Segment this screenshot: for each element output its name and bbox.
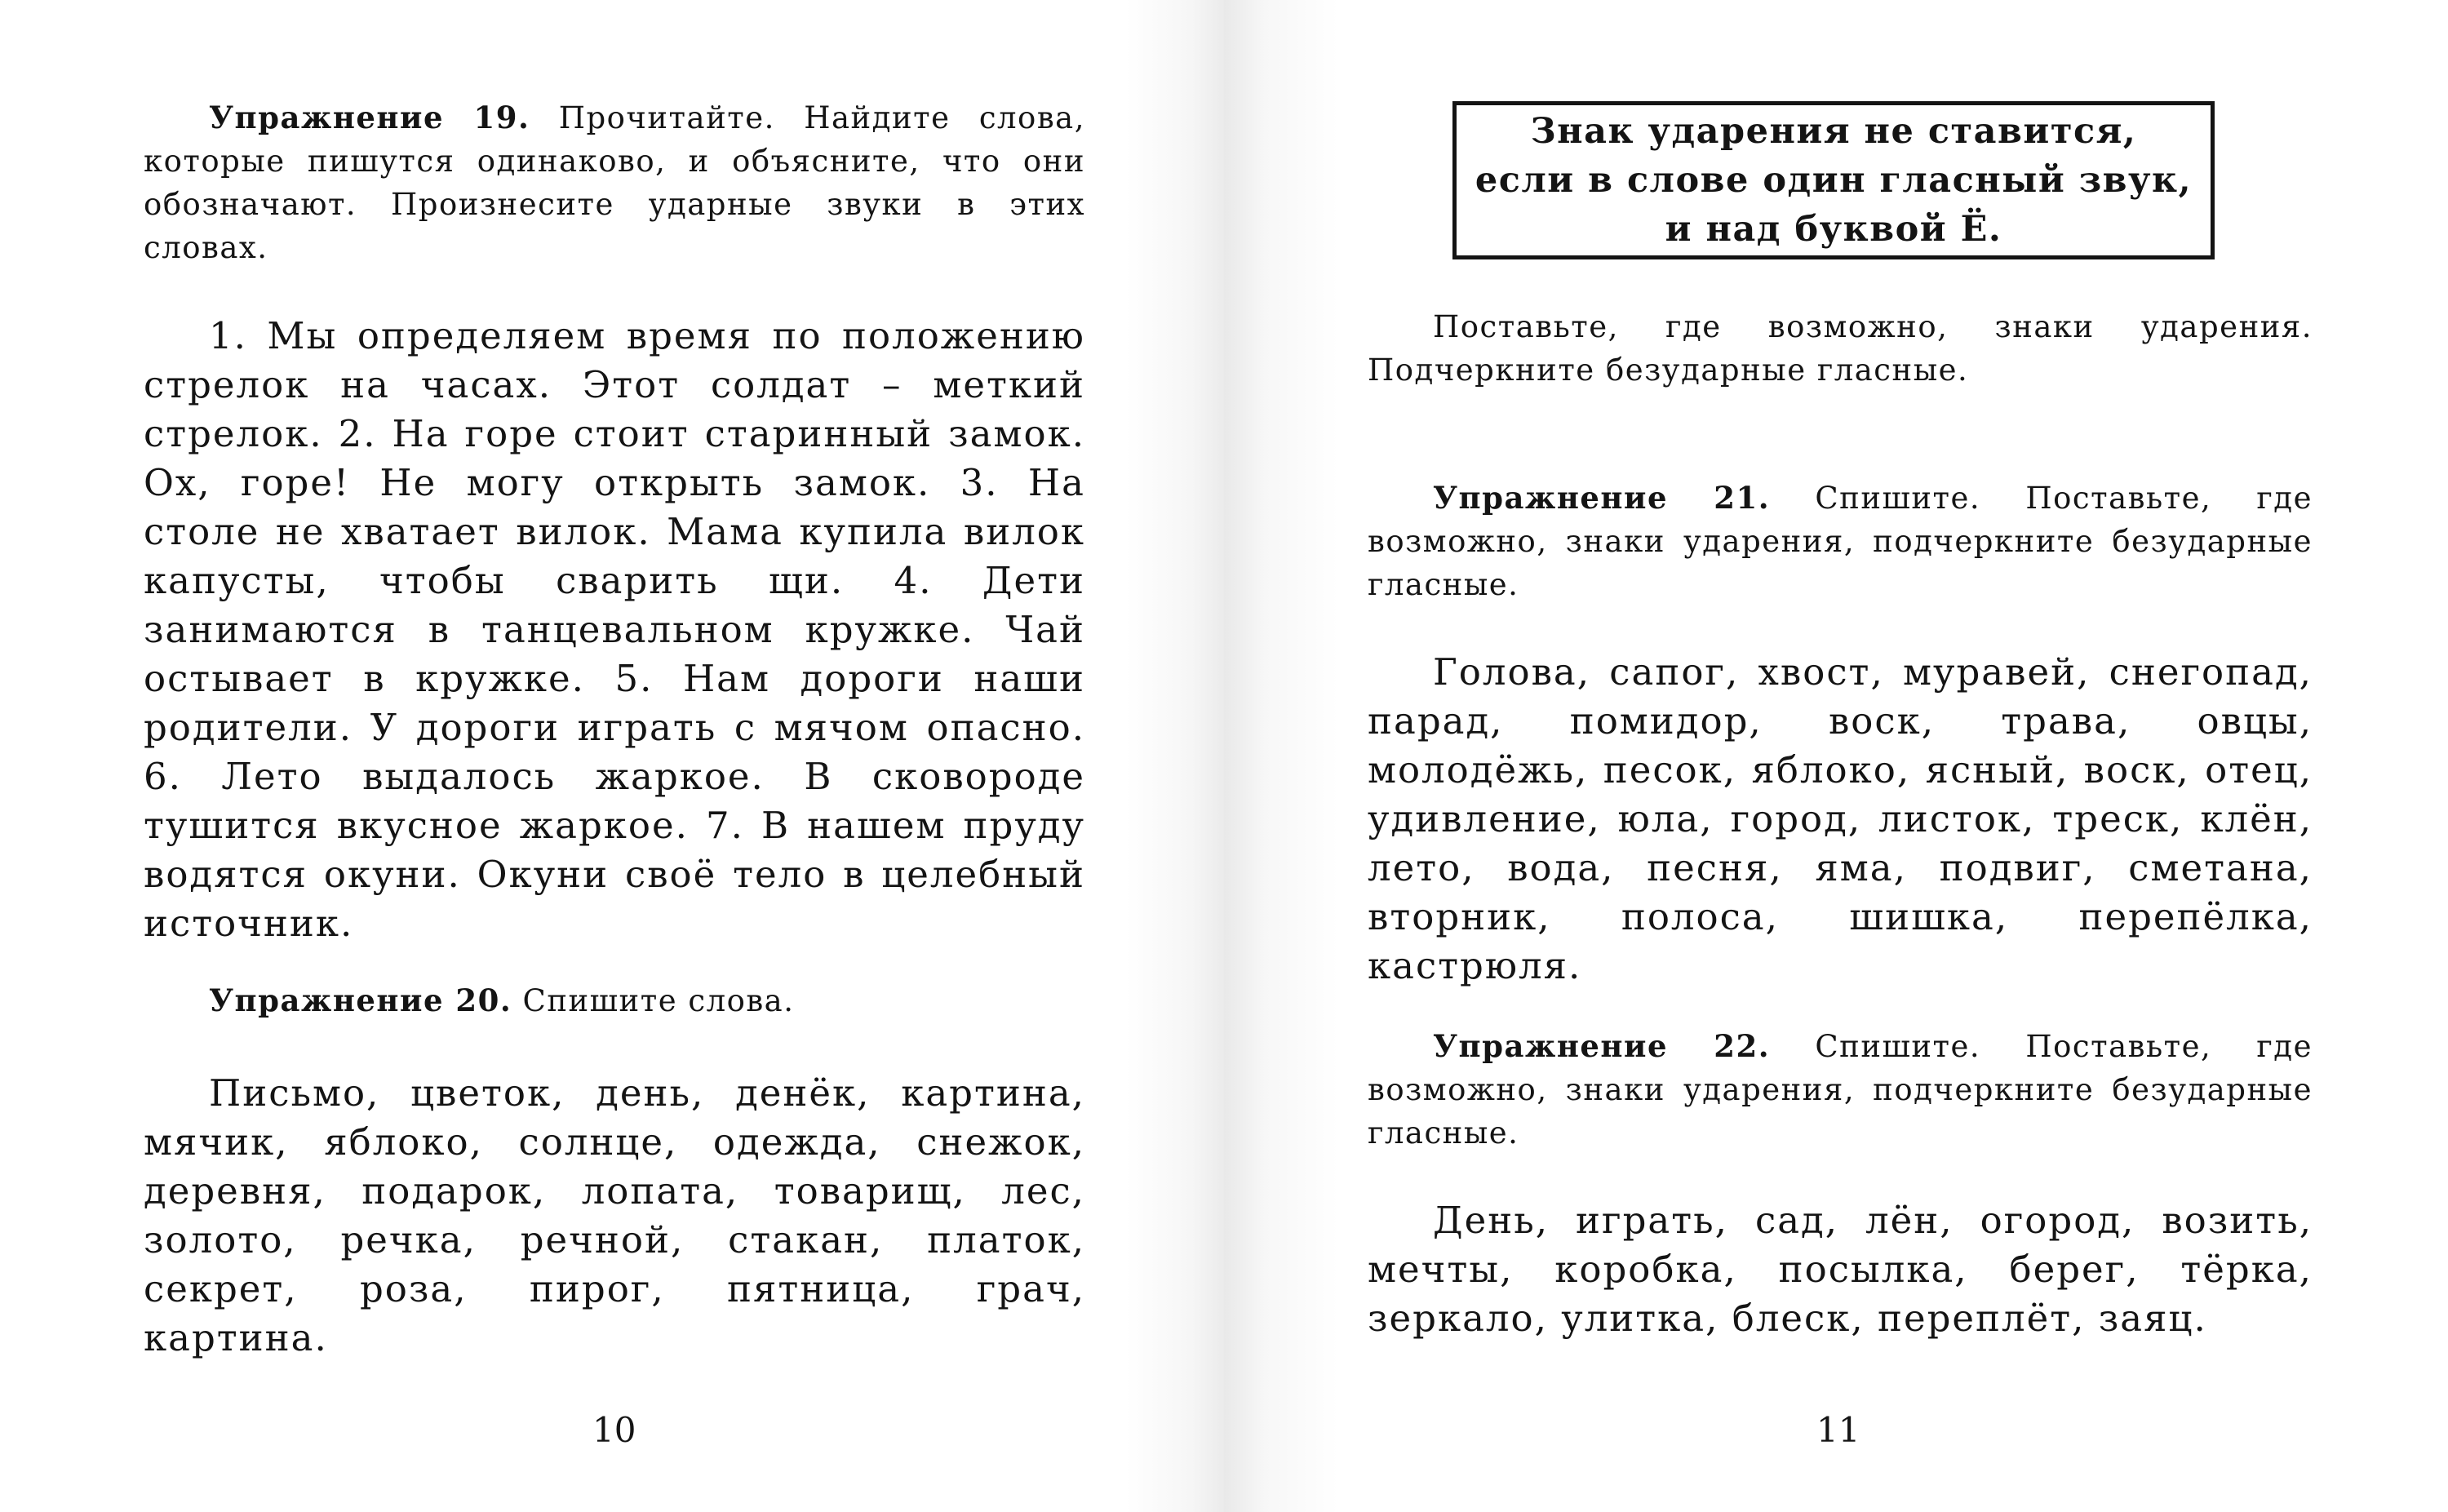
right-page	[1224, 0, 2448, 1512]
exercise-20-text	[144, 1069, 1085, 1363]
rule-box	[1452, 101, 2215, 259]
page-number-left: 10	[592, 1410, 636, 1450]
rule-task	[1368, 305, 2313, 392]
exercise-22-header	[1368, 1025, 2313, 1155]
exercise-20-header	[144, 979, 1085, 1022]
exercise-19-title: Упражнение 19.	[209, 100, 530, 135]
exercise-20-instruction: Спишите слова.	[522, 983, 795, 1018]
exercise-21-title: Упражнение 21.	[1433, 480, 1771, 516]
exercise-21-header	[1368, 477, 2313, 606]
exercise-21-instruction: Спишите. Поставьте, где возможно, знаки ударения, подчеркните безударные гласные.	[1368, 481, 2313, 602]
exercise-21-words: Голова, сапог, хвост, муравей, снегопад, парад, помидор, воск, трава, овцы, молодёжь, песок, яблоко, ясный, воск, отец, удивление, юла, город, листок, треск, клён, лето, вода, песня, яма, подвиг, сметана, вторник, полоса, шишка, перепёлка, кастрюля.	[1368, 650, 2313, 987]
exercise-22-words: День, играть, сад, лён, огород, возить, мечты, коробка, посылка, берег, тёрка, зеркало, улитка, блеск, переплёт, заяц.	[1368, 1199, 2313, 1340]
rule-task-text: Поставьте, где возможно, знаки ударения. Подчеркните безударные гласные.	[1368, 309, 2313, 388]
exercise-21-text	[1368, 648, 2313, 991]
rule-line-2: если в слове один гласный звук,	[1475, 160, 2193, 201]
exercise-22-text	[1368, 1196, 2313, 1343]
rule-line-1: Знак ударения не ставится,	[1530, 111, 2137, 152]
page-number-right: 11	[1816, 1410, 1860, 1450]
exercise-19-header	[144, 96, 1085, 269]
rule-line-3: и над буквой Ё.	[1665, 209, 2002, 250]
exercise-20-title: Упражнение 20.	[209, 982, 512, 1018]
exercise-20-words: Письмо, цветок, день, денёк, картина, мячик, яблоко, солнце, одежда, снежок, деревня, подарок, лопата, товарищ, лес, золото, речка, речной, стакан, платок, секрет, роза, пирог, пятница, грач, картина.	[144, 1071, 1085, 1359]
exercise-22-title: Упражнение 22.	[1433, 1028, 1771, 1064]
exercise-19-instruction: Прочитайте. Найдите слова, которые пишутся одинаково, и объясните, что они обозначают. Произнесите ударные звуки в этих словах.	[144, 100, 1085, 265]
exercise-19-sentences: 1. Мы определяем время по положению стрелок на часах. Этот солдат – меткий стрелок. 2. На горе стоит старинный замок. Ох, горе! Не могу открыть замок. 3. На столе не хватает вилок. Мама купила вилок капусты, чтобы сварить щи. 4. Дети занимаются в танцевальном кружке. Чай остывает в кружке. 5. Нам дороги наши родители. У дороги играть с мячом опасно. 6. Лето выдалось жаркое. В сковороде тушится вкусное жаркое. 7. В нашем пруду водятся окуни. Окуни своё тело в целебный источник.	[144, 314, 1085, 945]
exercise-19-text	[144, 312, 1085, 948]
exercise-22-instruction: Спишите. Поставьте, где возможно, знаки ударения, подчеркните безударные гласные.	[1368, 1029, 2313, 1151]
